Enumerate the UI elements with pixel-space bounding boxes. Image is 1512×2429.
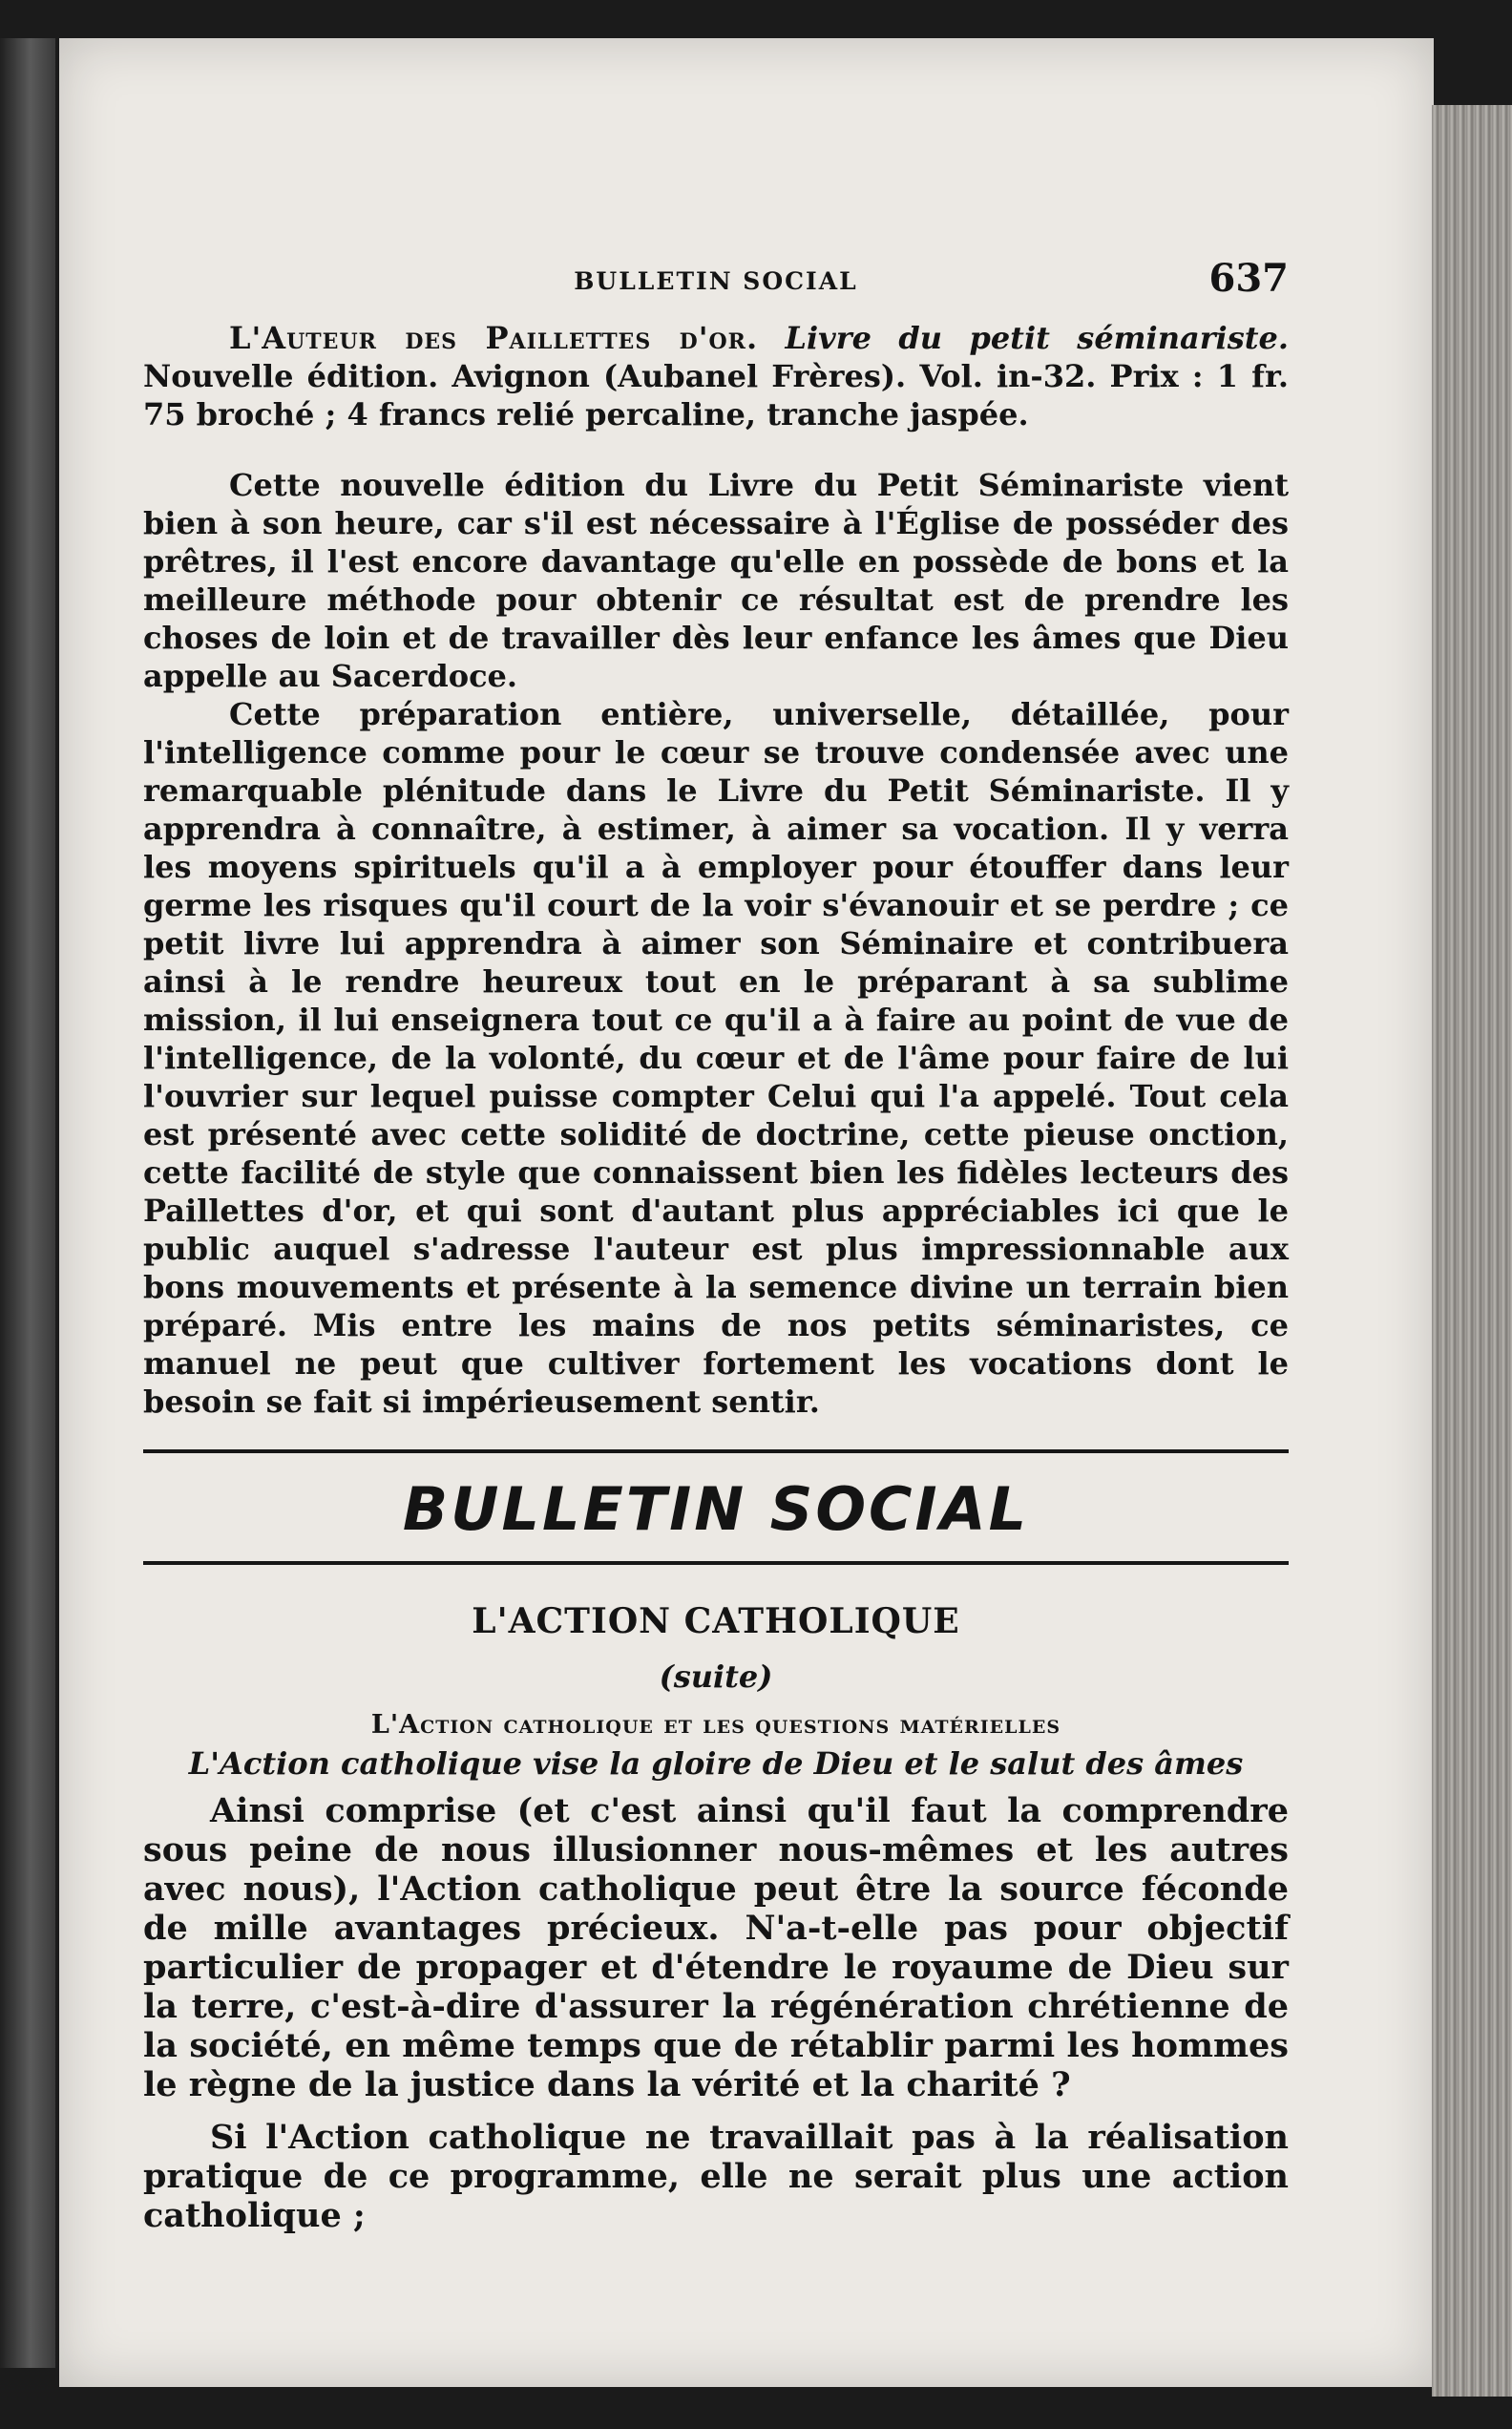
running-title: BULLETIN SOCIAL [574, 267, 858, 295]
article-subtitle: (suite) [659, 1658, 773, 1695]
running-header [143, 229, 1289, 306]
left-page-edge [0, 38, 55, 2368]
book-review [143, 319, 1289, 1421]
chapter-heading: L'Action catholique et les questions matérielles [370, 1710, 1061, 1740]
chapter-tagline: L'Action catholique vise la gloire de Dieu et le salut des âmes [188, 1745, 1244, 1782]
review-author: L'Auteur des Paillettes d'or. [229, 320, 759, 356]
book-page [59, 38, 1434, 2387]
section-banner: BULLETIN SOCIAL [402, 1474, 1030, 1544]
section-rule-bottom [143, 1561, 1289, 1565]
review-paragraph-1: Cette nouvelle édition du Livre du Petit Séminariste vient bien à son heure, car s'il est nécessaire à l'Église de posséder des prêtres, il l'est encore davantage qu'elle en possède de bons et la meilleure méthode pour obtenir ce résultat est de prendre les choses de loin et de travailler dès leur enfance les âmes que Dieu appelle au Sacerdoce. [143, 467, 1289, 694]
review-citation [143, 319, 1289, 433]
article-paragraph-1: Ainsi comprise (et c'est ainsi qu'il faut la comprendre sous peine de nous illusionner nous-mêmes et les autres avec nous), l'Action catholique peut être la source féconde de mille avantages précieux. N'a-t-elle pas pour objectif particulier de propager et d'étendre le royaume de Dieu sur la terre, c'est-à-dire d'assurer la régénération chrétienne de la société, en même temps que de rétablir parmi les hommes le règne de la justice dans la vérité et la charité ? [143, 1791, 1289, 2104]
review-paragraph-2: Cette préparation entière, universelle, détaillée, pour l'intelligence comme pour le cœur se trouve condensée avec une remarquable plénitude dans le Livre du Petit Séminariste. Il y apprendra à connaître, à estimer, à aimer sa vocation. Il y verra les moyens spirituels qu'il a à employer pour étouffer dans leur germe les risques qu'il court de la voir s'évanouir et se perdre ; ce petit livre lui apprendra à aimer son Séminaire et contribuera ainsi à le rendre heureux tout en le préparant à sa sublime mission, il lui enseignera tout ce qu'il a à faire au point de vue de l'intelligence, de la volonté, du cœur et de l'âme pour faire de lui l'ouvrier sur lequel puisse compter Celui qui l'a appelé. Tout cela est présenté avec cette solidité de doctrine, cette pieuse onction, cette facilité de style que connaissent bien les fidèles lecteurs des Paillettes d'or, et qui sont d'autant plus appréciables ici que le public auquel s'adresse l'auteur est plus impressionnable aux bons mouvements et présente à la semence divine un terrain bien préparé. Mis entre les mains de nos petits séminaristes, ce manuel ne peut que cultiver fortement les vocations dont le besoin se fait si impérieusement sentir. [143, 696, 1289, 1420]
article-paragraph-2: Si l'Action catholique ne travaillait pas à la réalisation pratique de ce programme, elle ne serait plus une action catholique ; [143, 2118, 1289, 2235]
page-number: 637 [1208, 256, 1289, 301]
article-body [143, 1791, 1289, 2235]
article-title: L'ACTION CATHOLIQUE [472, 1601, 960, 1641]
right-page-edge [1432, 105, 1512, 2397]
review-book-title: Livre du petit séminariste. [785, 320, 1290, 356]
review-details: Nouvelle édition. Avignon (Aubanel Frères). Vol. in-32. Prix : 1 fr. 75 broché ; 4 francs relié percaline, tranche jaspée. [143, 358, 1289, 433]
page-content [143, 229, 1289, 2235]
